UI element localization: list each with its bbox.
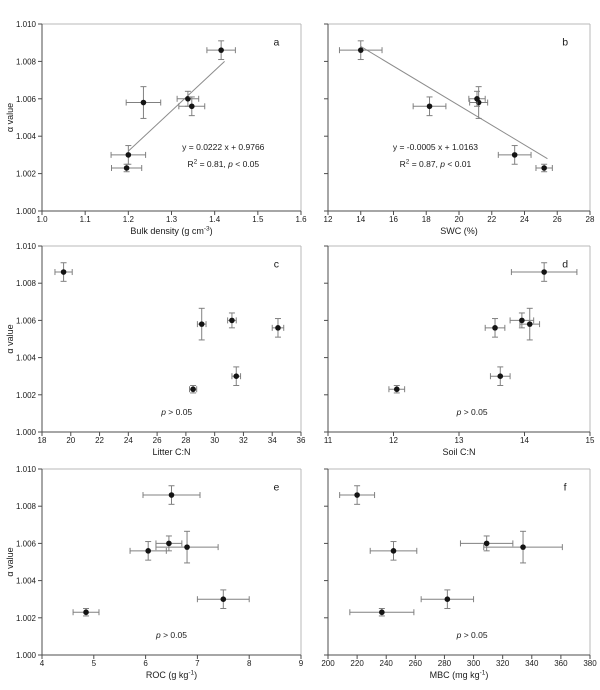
panel-letter: b (562, 36, 569, 49)
y-tick-label: 1.010 (15, 20, 36, 29)
y-tick-label: 1.008 (15, 502, 36, 512)
x-tick-label: 30 (210, 436, 220, 445)
data-point-marker (145, 548, 151, 554)
x-axis-title: MBC (mg $kg^{-1}$) (429, 669, 489, 680)
y-tick-label: 1.002 (15, 169, 36, 179)
x-tick-label: 1.0 (36, 215, 48, 224)
y-tick-label: 1.002 (15, 613, 36, 623)
data-point-marker (141, 100, 147, 106)
x-tick-label: 1.4 (209, 215, 221, 224)
x-tick-label: 8 (246, 659, 252, 668)
y-tick-label: 1.004 (15, 353, 36, 363)
y-tick-label: 1.010 (15, 242, 36, 251)
x-tick-label: 340 (525, 659, 539, 668)
data-point-marker (492, 325, 498, 331)
x-tick-label: 14 (356, 215, 366, 224)
data-point-marker (126, 152, 132, 158)
p-value-annotation: p > 0.05 (456, 629, 488, 640)
regression-equation: y = -0.0005 x + 1.0163 (392, 142, 478, 153)
x-tick-label: 240 (379, 659, 393, 668)
x-tick-label: 16 (389, 215, 398, 224)
y-tick-label: 1.008 (15, 57, 36, 67)
x-tick-label: 1.6 (295, 215, 307, 224)
x-tick-label: 360 (554, 659, 568, 668)
data-point-marker (218, 47, 224, 53)
x-tick-label: 24 (520, 215, 529, 224)
x-tick-label: 14 (520, 436, 529, 445)
x-tick-label: 200 (321, 659, 335, 668)
x-tick-label: 20 (454, 215, 464, 224)
x-tick-label: 12 (323, 215, 333, 224)
y-tick-label: 1.000 (15, 651, 36, 660)
data-point-marker (358, 47, 364, 53)
data-point-marker (61, 269, 67, 275)
regression-stats: $R^2 = 0.87$, p < 0.01 (399, 158, 472, 170)
x-tick-label: 280 (437, 659, 452, 668)
p-value-annotation: p > 0.05 (456, 406, 488, 417)
data-point-marker (394, 386, 400, 392)
x-tick-label: 36 (296, 436, 306, 445)
x-tick-label: 18 (421, 215, 431, 224)
regression-stats: $R^2 = 0.81$, p < 0.05 (187, 158, 260, 170)
y-axis-title: α value (5, 324, 15, 354)
y-axis-title: α value (5, 102, 15, 133)
panel-letter: d (562, 258, 569, 271)
data-point-marker (233, 373, 239, 379)
y-tick-label: 1.004 (15, 132, 36, 142)
y-tick-label: 1.004 (15, 576, 36, 586)
data-point-marker (229, 318, 235, 324)
x-tick-label: 300 (466, 659, 481, 668)
panel-letter: e (273, 481, 280, 494)
x-tick-label: 34 (267, 436, 277, 445)
data-point-marker (527, 321, 533, 327)
data-point-marker (83, 609, 89, 615)
x-tick-label: 220 (350, 659, 364, 668)
y-tick-label: 1.002 (15, 390, 36, 400)
x-tick-label: 5 (91, 659, 97, 668)
x-axis-title: SWC (%) (440, 226, 478, 236)
x-tick-label: 12 (389, 436, 398, 445)
y-axis-title: α value (5, 547, 15, 577)
x-tick-label: 380 (583, 659, 597, 668)
data-point-marker (169, 492, 175, 498)
x-tick-label: 7 (195, 659, 200, 668)
x-tick-label: 26 (552, 215, 562, 224)
data-point-marker (199, 321, 205, 327)
panel-letter: c (273, 258, 280, 271)
x-axis-title: Soil C:N (442, 447, 476, 457)
x-tick-label: 6 (143, 659, 148, 668)
x-tick-label: 9 (298, 659, 304, 668)
data-point-marker (541, 165, 547, 171)
x-tick-label: 28 (585, 215, 595, 224)
y-tick-label: 1.006 (15, 94, 36, 104)
x-tick-label: 320 (495, 659, 510, 668)
p-value-annotation: p > 0.05 (156, 629, 187, 640)
x-tick-label: 18 (37, 436, 47, 445)
y-tick-label: 1.010 (15, 465, 36, 474)
y-tick-label: 1.008 (15, 279, 36, 289)
data-point-marker (189, 103, 195, 109)
x-tick-label: 4 (39, 659, 45, 668)
x-tick-label: 13 (454, 436, 464, 445)
data-point-marker (221, 596, 227, 602)
x-tick-label: 24 (123, 436, 133, 445)
x-tick-label: 22 (487, 215, 497, 224)
x-tick-label: 1.3 (165, 215, 178, 224)
data-point-marker (184, 544, 190, 550)
data-point-marker (541, 269, 547, 275)
y-tick-label: 1.000 (15, 207, 36, 216)
data-point-marker (354, 492, 360, 498)
data-point-marker (520, 544, 526, 550)
data-point-marker (497, 373, 503, 379)
x-axis-title: Bulk density (g $cm^{-3}$) (130, 225, 213, 236)
data-point-marker (484, 541, 490, 547)
data-point-marker (512, 152, 518, 158)
data-point-marker (275, 325, 281, 331)
x-tick-label: 1.1 (79, 215, 91, 224)
x-axis-title: ROC (g $kg^{-1}$) (145, 669, 198, 680)
p-value-annotation: p > 0.05 (161, 406, 193, 417)
x-tick-label: 22 (95, 436, 105, 445)
data-point-marker (124, 165, 130, 171)
y-tick-label: 1.006 (15, 316, 36, 326)
x-tick-label: 20 (66, 436, 76, 445)
data-point-marker (445, 596, 451, 602)
x-tick-label: 32 (238, 436, 248, 445)
panel-letter: f (563, 481, 567, 494)
data-point-marker (166, 541, 172, 547)
x-axis-title: Litter C:N (152, 447, 191, 457)
data-point-marker (427, 103, 433, 109)
x-tick-label: 28 (181, 436, 191, 445)
x-tick-label: 1.5 (252, 215, 264, 224)
regression-equation: y = 0.0222 x + 0.9766 (182, 142, 265, 153)
x-tick-label: 260 (408, 659, 423, 668)
y-tick-label: 1.000 (15, 428, 36, 437)
x-tick-label: 11 (323, 436, 333, 445)
data-point-marker (190, 386, 196, 392)
data-point-marker (474, 96, 480, 102)
data-point-marker (391, 548, 397, 554)
x-tick-label: 26 (152, 436, 162, 445)
data-point-marker (379, 609, 385, 615)
data-point-marker (519, 318, 525, 324)
x-tick-label: 1.2 (122, 215, 134, 224)
y-tick-label: 1.006 (15, 539, 36, 549)
x-tick-label: 15 (585, 436, 595, 445)
panel-letter: a (273, 36, 280, 49)
